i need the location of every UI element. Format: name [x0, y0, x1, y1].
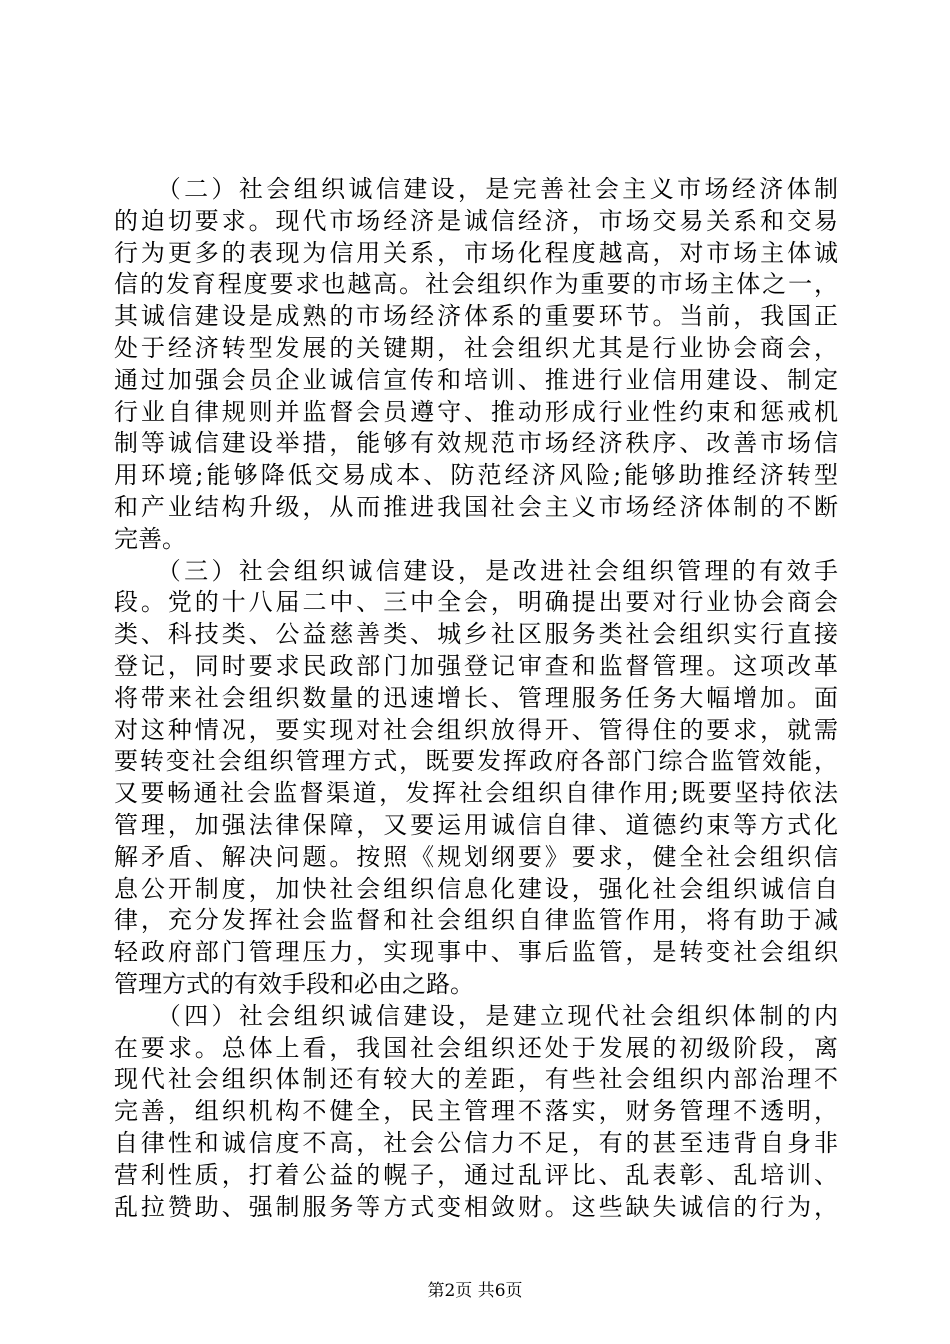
text-line: 要转变社会组织管理方式，既要发挥政府各部门综合监管效能， — [114, 747, 838, 776]
text-line: 息公开制度，加快社会组织信息化建设，强化社会组织诚信自 — [114, 874, 838, 903]
text-line: 自律性和诚信度不高，社会公信力不足，有的甚至违背自身非 — [114, 1128, 838, 1157]
text-line: 现代社会组织体制还有较大的差距，有些社会组织内部治理不 — [114, 1065, 838, 1094]
text-line: 律，充分发挥社会监督和社会组织自律监管作用，将有助于减 — [114, 906, 838, 935]
text-line: 制等诚信建设举措，能够有效规范市场经济秩序、改善市场信 — [114, 429, 838, 458]
text-line: 解矛盾、解决问题。按照《规划纲要》要求，健全社会组织信 — [114, 842, 838, 871]
text-line: 管理方式的有效手段和必由之路。 — [114, 969, 474, 998]
text-line: 又要畅通社会监督渠道，发挥社会组织自律作用;既要坚持依法 — [114, 779, 838, 808]
text-line: 处于经济转型发展的关键期，社会组织尤其是行业协会商会， — [114, 333, 838, 362]
text-line: 对这种情况，要实现对社会组织放得开、管得住的要求，就需 — [114, 715, 838, 744]
text-line: 管理，加强法律保障，又要运用诚信自律、道德约束等方式化 — [114, 810, 838, 839]
text-line: 轻政府部门管理压力，实现事中、事后监管，是转变社会组织 — [114, 938, 838, 967]
text-line: 完善，组织机构不健全，民主管理不落实，财务管理不透明， — [114, 1097, 838, 1126]
text-line: 的迫切要求。现代市场经济是诚信经济，市场交易关系和交易 — [114, 206, 838, 235]
text-line: 段。党的十八届二中、三中全会，明确提出要对行业协会商会 — [114, 588, 838, 617]
text-line: 类、科技类、公益慈善类、城乡社区服务类社会组织实行直接 — [114, 620, 838, 649]
text-line: 在要求。总体上看，我国社会组织还处于发展的初级阶段，离 — [114, 1033, 838, 1062]
text-line: 信的发育程度要求也越高。社会组织作为重要的市场主体之一， — [114, 270, 838, 299]
text-line: 营利性质，打着公益的幌子，通过乱评比、乱表彰、乱培训、 — [114, 1160, 838, 1189]
text-line: 登记，同时要求民政部门加强登记审查和监督管理。这项改革 — [114, 651, 838, 680]
page-footer: 第2页 共6页 — [427, 1281, 523, 1301]
text-line: 行为更多的表现为信用关系，市场化程度越高，对市场主体诚 — [114, 238, 838, 267]
text-line: 完善。 — [114, 524, 186, 553]
text-line: （二）社会组织诚信建设，是完善社会主义市场经济体制 — [114, 175, 838, 203]
text-line: 和产业结构升级，从而推进我国社会主义市场经济体制的不断 — [114, 492, 838, 521]
text-line: 其诚信建设是成熟的市场经济体系的重要环节。当前，我国正 — [114, 302, 838, 331]
text-line: 将带来社会组织数量的迅速增长、管理服务任务大幅增加。面 — [114, 683, 838, 712]
text-line: 通过加强会员企业诚信宣传和培训、推进行业信用建设、制定 — [114, 365, 838, 394]
text-line: 行业自律规则并监督会员遵守、推动形成行业性约束和惩戒机 — [114, 397, 838, 426]
text-line: （三）社会组织诚信建设，是改进社会组织管理的有效手 — [114, 556, 838, 585]
text-line: 用环境;能够降低交易成本、防范经济风险;能够助推经济转型 — [114, 461, 838, 490]
text-line: 乱拉赞助、强制服务等方式变相敛财。这些缺失诚信的行为， — [114, 1192, 838, 1221]
text-line: （四）社会组织诚信建设，是建立现代社会组织体制的内 — [114, 1001, 838, 1030]
document-body — [114, 174, 838, 1223]
